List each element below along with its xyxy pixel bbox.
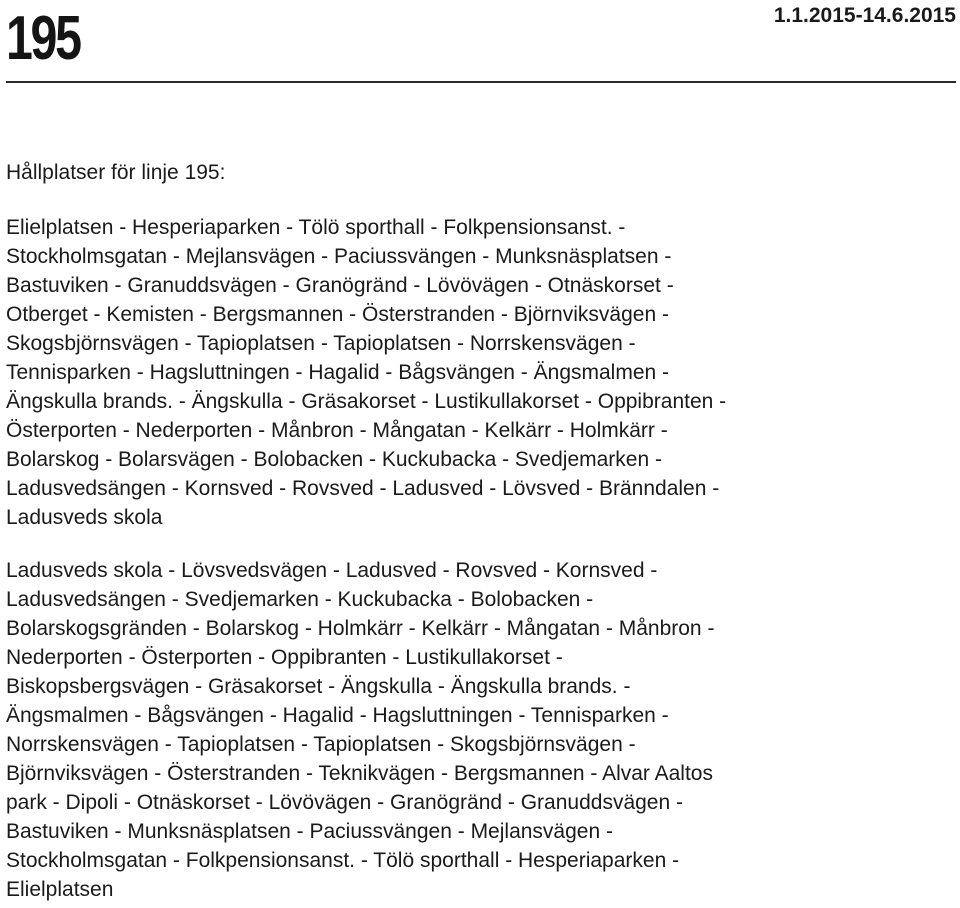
section-title: Hållplatser för linje 195: (6, 161, 226, 184)
outbound-stop-line: Tennisparken - Hagsluttningen - Hagalid - Bågsvängen - Ängsmalmen - (6, 361, 670, 384)
return-stop-line: Björnviksvägen - Österstranden - Teknikvägen - Bergsmannen - Alvar Aaltos (6, 762, 713, 785)
outbound-stop-line: Ängskulla brands. - Ängskulla - Gräsakorset - Lustikullakorset - Oppibranten - (6, 390, 727, 413)
return-stop-line: Nederporten - Österporten - Oppibranten - Lustikullakorset - (6, 646, 563, 669)
return-stop-line: Ladusveds skola - Lövsvedsvägen - Ladusved - Rovsved - Kornsved - (6, 559, 658, 582)
outbound-stop-line: Stockholmsgatan - Mejlansvägen - Paciussvängen - Munksnäsplatsen - (6, 245, 672, 268)
return-stop-line: Bastuviken - Munksnäsplatsen - Paciussvängen - Mejlansvägen - (6, 820, 613, 843)
return-stop-list (6, 556, 956, 904)
outbound-stop-line: Ladusvedsängen - Kornsved - Rovsved - Ladusved - Lövsved - Bränndalen - (6, 477, 720, 500)
validity-period: 1.1.2015-14.6.2015 (773, 4, 956, 27)
return-stop-line: Biskopsbergsvägen - Gräsakorset - Ängskulla - Ängskulla brands. - (6, 675, 631, 698)
outbound-stop-line: Österporten - Nederporten - Månbron - Mångatan - Kelkärr - Holmkärr - (6, 419, 668, 442)
outbound-stop-line: Skogsbjörnsvägen - Tapioplatsen - Tapioplatsen - Norrskensvägen - (6, 332, 636, 355)
outbound-stop-line: Ladusveds skola (6, 506, 163, 529)
outbound-stop-line: Otberget - Kemisten - Bergsmannen - Österstranden - Björnviksvägen - (6, 303, 669, 326)
outbound-stop-list (6, 213, 956, 532)
return-stop-line: Ladusvedsängen - Svedjemarken - Kuckubacka - Bolobacken - (6, 588, 594, 611)
outbound-stop-line: Bastuviken - Granuddsvägen - Granögränd - Lövövägen - Otnäskorset - (6, 274, 674, 297)
outbound-stop-line: Elielplatsen - Hesperiaparken - Tölö sporthall - Folkpensionsanst. - (6, 216, 626, 239)
route-number: 195 (6, 4, 80, 73)
return-stop-line: Elielplatsen (6, 878, 114, 901)
outbound-stop-line: Bolarskog - Bolarsvägen - Bolobacken - Kuckubacka - Svedjemarken - (6, 448, 662, 471)
return-stop-line: Bolarskogsgränden - Bolarskog - Holmkärr - Kelkärr - Mångatan - Månbron - (6, 617, 715, 640)
header-divider (6, 81, 956, 83)
return-stop-line: Norrskensvägen - Tapioplatsen - Tapioplatsen - Skogsbjörnsvägen - (6, 733, 636, 756)
return-stop-line: Stockholmsgatan - Folkpensionsanst. - Tölö sporthall - Hesperiaparken - (6, 849, 680, 872)
return-stop-line: Ängsmalmen - Bågsvängen - Hagalid - Hagsluttningen - Tennisparken - (6, 704, 669, 727)
return-stop-line: park - Dipoli - Otnäskorset - Lövövägen - Granögränd - Granuddsvägen - (6, 791, 683, 814)
